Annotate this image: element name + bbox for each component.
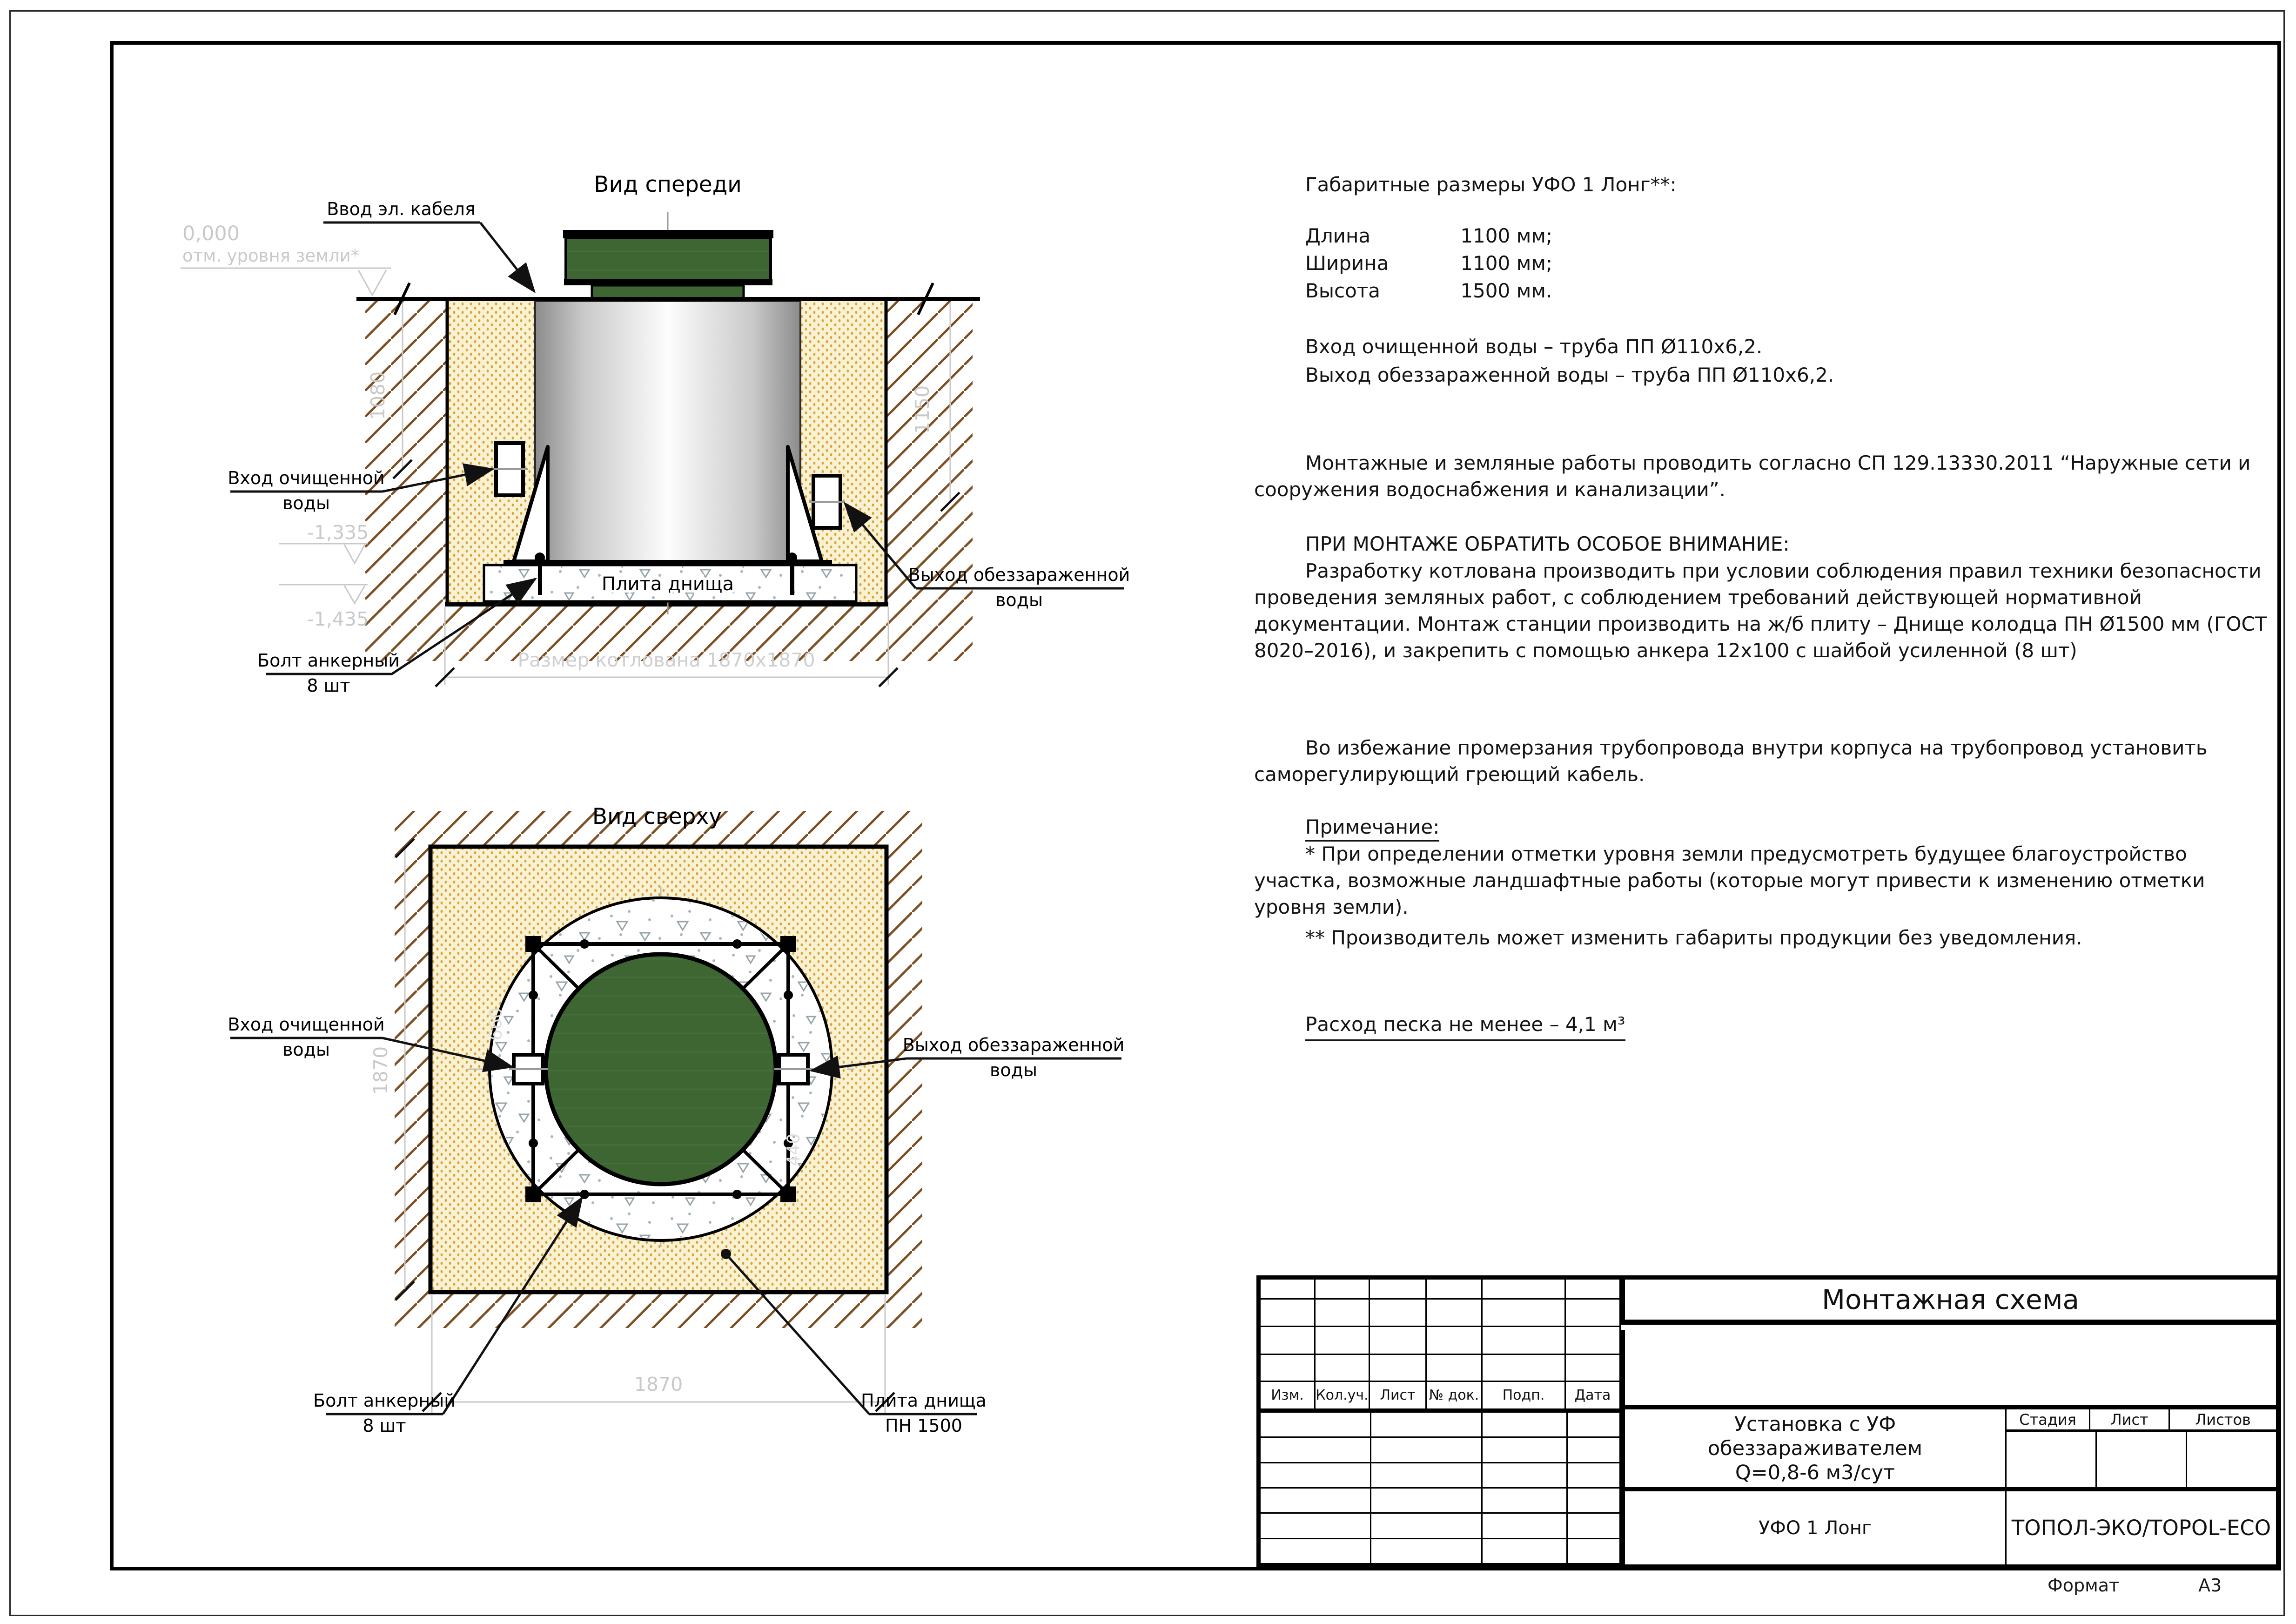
size-value: 1500 мм.	[1460, 279, 1552, 302]
dim-660-label: 660	[486, 1007, 506, 1041]
pipe-specs	[1254, 333, 2296, 390]
product-title-l3: Q=0,8-6 м3/сут	[1735, 1461, 1895, 1484]
product-title-l1: Установка с УФ	[1734, 1412, 1896, 1436]
zero-level-note: отм. уровня земли*	[182, 246, 360, 266]
signature-row	[1261, 1539, 1621, 1564]
inlet-pipe-front	[491, 443, 528, 495]
dim-440-label: 440	[784, 1133, 804, 1166]
revision-header-row	[1261, 1382, 1621, 1408]
tank-body	[535, 301, 800, 563]
revision-row	[1261, 1327, 1621, 1355]
sheet-value-cell	[2095, 1432, 2186, 1487]
title-block	[1256, 1275, 2280, 1569]
revision-table	[1261, 1280, 1621, 1408]
top-view	[228, 804, 1124, 1436]
note-star1: * При определении отметки уровня земли предусмотреть будущее благоустройство участка, возможные ландшафтные работы (которые могут привести к изменению отметки уровня земли).	[1254, 842, 2205, 918]
company-cell: ТОПОЛ-ЭКО/TOPOL-ECO	[2005, 1487, 2276, 1564]
ground-line	[356, 297, 980, 301]
note-title: Примечание:	[1254, 814, 2296, 840]
dim-1150-label: 1150	[911, 385, 933, 434]
attention-title: ПРИ МОНТАЖЕ ОБРАТИТЬ ОСОБОЕ ВНИМАНИЕ:	[1305, 532, 1790, 555]
stage-label: Стадия	[2007, 1409, 2089, 1432]
pit-bottom-line	[445, 602, 888, 606]
inlet-pipe-spec: Вход очищенной воды – труба ПП Ø110х6,2.	[1305, 335, 1763, 358]
signature-row	[1261, 1413, 1621, 1438]
size-row-length	[1254, 222, 2273, 250]
anchor-label-top-l2: 8 шт	[363, 1415, 406, 1436]
rev-header-data: Дата	[1566, 1382, 1621, 1408]
rev-header-izm: Изм.	[1261, 1382, 1316, 1408]
size-row-width	[1254, 250, 2273, 277]
top-view-title: Вид сверху	[592, 804, 722, 829]
size-value: 1100 мм;	[1460, 224, 1553, 247]
product-title-l2: обеззараживателем	[1707, 1436, 1923, 1460]
slab-leader-dot	[721, 1249, 731, 1259]
note-star2: ** Производитель может изменить габариты продукции без уведомления.	[1305, 926, 2082, 949]
zero-level-label: 0,000	[182, 222, 240, 245]
signature-row	[1261, 1438, 1621, 1463]
inlet-label-front-l2: воды	[282, 493, 330, 513]
outlet-pipe-front	[809, 476, 845, 528]
inlet-label-top-l2: воды	[282, 1039, 330, 1060]
level-1335-label: -1,335	[307, 521, 369, 544]
signature-row	[1261, 1463, 1621, 1489]
stage-value-cell	[2007, 1432, 2095, 1487]
rev-header-list: Лист	[1370, 1382, 1427, 1408]
sand-consumption-note: Расход песка не менее – 4,1 м³	[1254, 1011, 2296, 1038]
revision-row	[1261, 1280, 1621, 1300]
slab-label-front: Плита днища	[601, 573, 734, 595]
signature-row	[1261, 1514, 1621, 1539]
size-title: Габаритные размеры УФО 1 Лонг**:	[1305, 173, 1677, 196]
size-name: Длина	[1305, 224, 1371, 247]
rev-header-ndok: № док.	[1427, 1382, 1483, 1408]
inlet-label-front-l1: Вход очищенной	[228, 468, 385, 488]
size-value: 1100 мм;	[1460, 252, 1553, 275]
slab-label-top-l1: Плита днища	[861, 1390, 987, 1411]
cable-entry-label: Ввод эл. кабеля	[327, 199, 476, 219]
inlet-label-top-l1: Вход очищенной	[228, 1014, 385, 1035]
front-view-title: Вид спереди	[594, 172, 742, 197]
outlet-label-front-l1: Выход обеззараженной	[908, 565, 1130, 585]
freeze-note: Во избежание промерзания трубопровода внутри корпуса на трубопровод установить саморегулирующий греющий кабель.	[1254, 736, 2208, 786]
notes-column	[1254, 0, 2273, 1117]
anchor-label-front-l2: 8 шт	[307, 675, 350, 696]
document-title: Монтажная схема	[1621, 1280, 2276, 1325]
tank-lid-top	[546, 954, 776, 1184]
signature-row	[1261, 1489, 1621, 1514]
size-table	[1254, 222, 2273, 305]
pit-size-label: Размер котлована 1870х1870	[517, 649, 815, 671]
outlet-pipe-top	[774, 1055, 813, 1084]
format-label: Формат	[2048, 1575, 2120, 1596]
outlet-pipe-spec: Выход обеззараженной воды – труба ПП Ø110х6,2.	[1305, 364, 1834, 386]
inlet-pipe-top	[509, 1055, 548, 1084]
signature-table	[1261, 1408, 1621, 1564]
level-1435-label: -1,435	[307, 608, 369, 630]
dim-1080-label: 1080	[367, 371, 389, 420]
outlet-label-front-l2: воды	[995, 590, 1043, 610]
anchor-label-front-l1: Болт анкерный	[257, 650, 400, 671]
format-strip	[2048, 1575, 2222, 1596]
dim-1870-bottom-label: 1870	[634, 1373, 683, 1395]
size-name: Высота	[1305, 279, 1380, 302]
front-view	[181, 172, 1130, 696]
slab-label-top-l2: ПН 1500	[885, 1415, 962, 1436]
outlet-label-top-l1: Выход обеззараженной	[902, 1035, 1125, 1055]
title-block-empty-band	[1621, 1330, 2276, 1405]
dim-1870-left-label: 1870	[369, 1046, 392, 1095]
size-row-height	[1254, 277, 2273, 305]
tank-cover	[563, 230, 773, 299]
rev-header-podp: Подп.	[1483, 1382, 1566, 1408]
stage-value-row	[2005, 1432, 2276, 1487]
size-name: Ширина	[1305, 252, 1389, 275]
anchor-label-top-l1: Болт анкерный	[313, 1390, 456, 1411]
sheets-value-cell	[2186, 1432, 2276, 1487]
sp-paragraph: Монтажные и земляные работы проводить согласно СП 129.13330.2011 “Наружные сети и сооружения водоснабжения и канализации”.	[1254, 451, 2251, 501]
revision-row	[1261, 1355, 1621, 1382]
attention-body: Разработку котлована производить при условии соблюдения правил техники безопасности проведения земляных работ, с соблюдением требований действующей нормативной документации. Монтаж станции производить на ж/б плиту – Днище колодца ПН Ø1500 мм (ГОСТ 8020–2016), и закрепить с помощью анкера 12х100 с шайбой усиленной (8 шт)	[1254, 559, 2267, 662]
sheets-label: Листов	[2168, 1409, 2276, 1432]
stage-header-row	[2005, 1405, 2276, 1432]
product-title-cell	[1621, 1405, 2005, 1487]
rev-header-koluch: Кол.уч.	[1316, 1382, 1370, 1408]
model-cell: УФО 1 Лонг	[1621, 1487, 2005, 1564]
format-value: А3	[2198, 1575, 2222, 1596]
revision-row	[1261, 1300, 1621, 1327]
sheet-label: Лист	[2089, 1409, 2168, 1432]
outlet-label-top-l2: воды	[990, 1060, 1037, 1080]
